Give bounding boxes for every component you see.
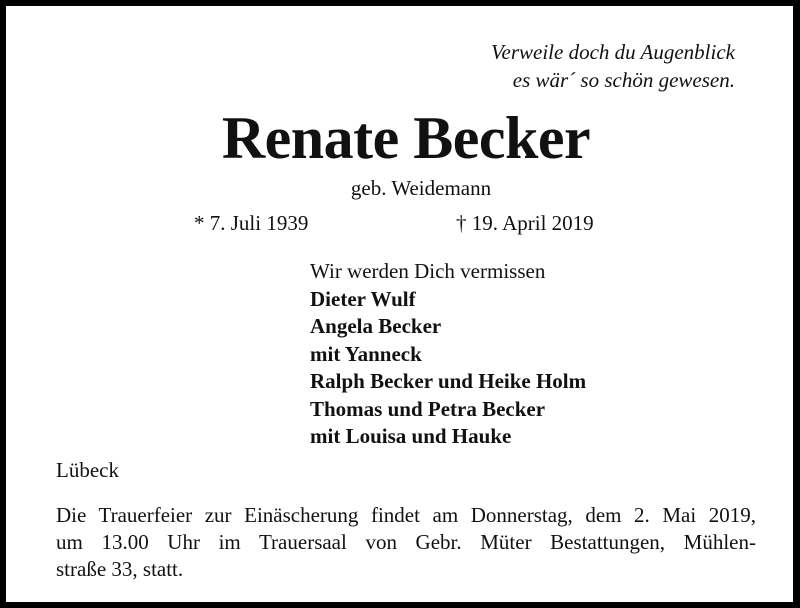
mourner-name: Dieter Wulf bbox=[310, 286, 416, 311]
ceremony-info bbox=[56, 502, 756, 583]
deceased-name: Renate Becker bbox=[221, 105, 591, 171]
birth-date: * 7. Juli 1939 bbox=[194, 211, 309, 235]
city: Lübeck bbox=[56, 458, 119, 482]
ceremony-line: Die Trauerfeier zur Einäscherung findet am Donnerstag, dem 2. Mai 2019, bbox=[56, 503, 756, 527]
quote-line: es wär´ so schön gewesen. bbox=[512, 68, 735, 92]
ceremony-line: straße 33, statt. bbox=[56, 557, 184, 581]
mourner-name: Ralph Becker und Heike Holm bbox=[310, 369, 587, 393]
mourner-name: mit Louisa und Hauke bbox=[310, 424, 512, 448]
mourner-name: mit Yanneck bbox=[310, 341, 422, 366]
mourners-intro: Wir werden Dich vermissen bbox=[310, 259, 546, 283]
quote-line: Verweile doch du Augenblick bbox=[491, 40, 735, 64]
mourners-list bbox=[310, 258, 586, 451]
maiden-name: geb. Weidemann bbox=[350, 176, 492, 200]
mourner-name: Thomas und Petra Becker bbox=[310, 396, 546, 421]
death-date: † 19. April 2019 bbox=[456, 211, 594, 235]
ceremony-line: um 13.00 Uhr im Trauersaal von Gebr. Müter Bestattungen, Mühlen- bbox=[56, 530, 756, 554]
mourner-name: Angela Becker bbox=[310, 314, 442, 338]
memorial-quote bbox=[491, 38, 735, 94]
